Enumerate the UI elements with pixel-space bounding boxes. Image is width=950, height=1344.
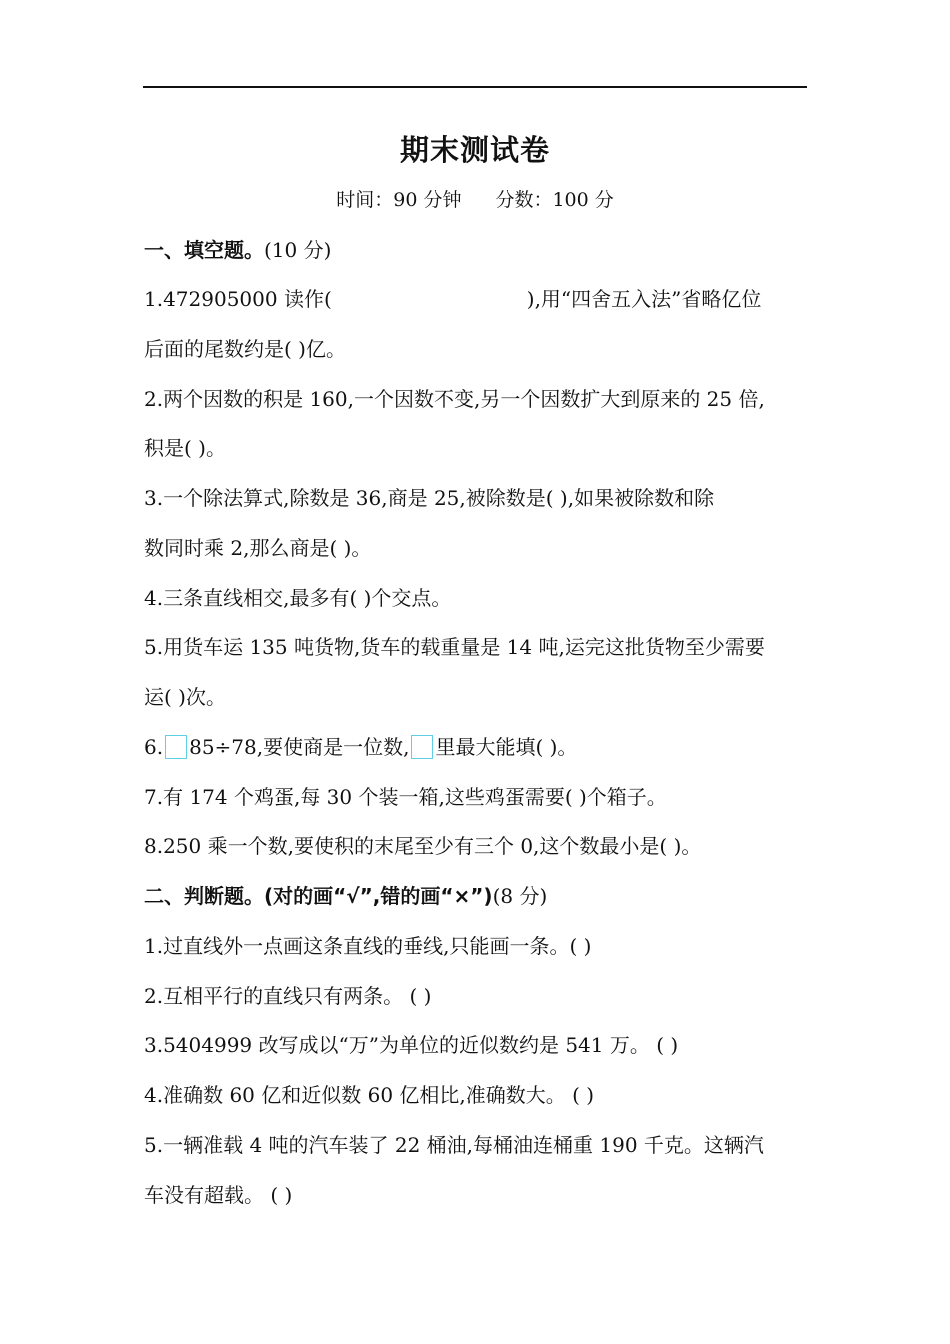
- digit-box: [411, 735, 433, 759]
- question-4: 4.三条直线相交,最多有( )个交点。: [144, 586, 452, 610]
- question-8: 8.250 乘一个数,要使积的末尾至少有三个 0,这个数最小是( )。: [144, 834, 702, 858]
- judge-1: 1.过直线外一点画这条直线的垂线,只能画一条。( ): [144, 934, 592, 958]
- total-score: 分数：100 分: [495, 189, 614, 211]
- question-1-line-2: 后面的尾数约是( )亿。: [144, 337, 346, 361]
- question-3-line-1: 3.一个除法算式,除数是 36,商是 25,被除数是( ),如果被除数和除: [144, 486, 715, 510]
- question-3-line-2: 数同时乘 2,那么商是( )。: [144, 536, 372, 560]
- question-2-line-1: 2.两个因数的积是 160,一个因数不变,另一个因数扩大到原来的 25 倍,: [144, 387, 765, 411]
- section-2-heading: [144, 881, 808, 911]
- header-rule: [143, 86, 807, 88]
- question-6-number: 6.: [144, 735, 164, 759]
- question-6-end: 里最大能填( )。: [435, 735, 578, 759]
- question-1-line-1: [144, 284, 808, 314]
- judge-4: 4.准确数 60 亿和近似数 60 亿相比,准确数大。 ( ): [144, 1083, 595, 1107]
- judge-5-line-1: 5.一辆准载 4 吨的汽车装了 22 桶油,每桶油连桶重 190 千克。这辆汽: [144, 1133, 764, 1157]
- section-1-title: 一、填空题。: [144, 238, 264, 262]
- question-1-text-b: ),用“四舍五入法”省略亿位: [526, 287, 762, 311]
- time-limit: 时间：90 分钟: [336, 189, 462, 211]
- question-5-line-1: 5.用货车运 135 吨货物,货车的载重量是 14 吨,运完这批货物至少需要: [144, 635, 765, 659]
- question-7: 7.有 174 个鸡蛋,每 30 个装一箱,这些鸡蛋需要( )个箱子。: [144, 785, 667, 809]
- section-2-points: (8 分): [492, 884, 548, 908]
- exam-meta: [0, 185, 950, 215]
- question-6-text: 85÷78,要使商是一位数,: [189, 735, 410, 759]
- page-title: 期末测试卷: [399, 133, 550, 167]
- section-1-heading: [144, 235, 808, 265]
- question-6: [144, 732, 808, 762]
- judge-2: 2.互相平行的直线只有两条。 ( ): [144, 984, 432, 1008]
- section-1-points: (10 分): [264, 238, 332, 262]
- question-5-line-2: 运( )次。: [144, 685, 226, 709]
- question-1-text-a: 1.472905000 读作(: [144, 287, 332, 311]
- digit-box: [165, 735, 187, 759]
- question-2-line-2: 积是( )。: [144, 436, 226, 460]
- judge-3: 3.5404999 改写成以“万”为单位的近似数约是 541 万。 ( ): [144, 1033, 679, 1057]
- section-2-title: 二、判断题。(对的画“√”,错的画“×”): [144, 884, 493, 908]
- judge-5-line-2: 车没有超载。 ( ): [144, 1183, 293, 1207]
